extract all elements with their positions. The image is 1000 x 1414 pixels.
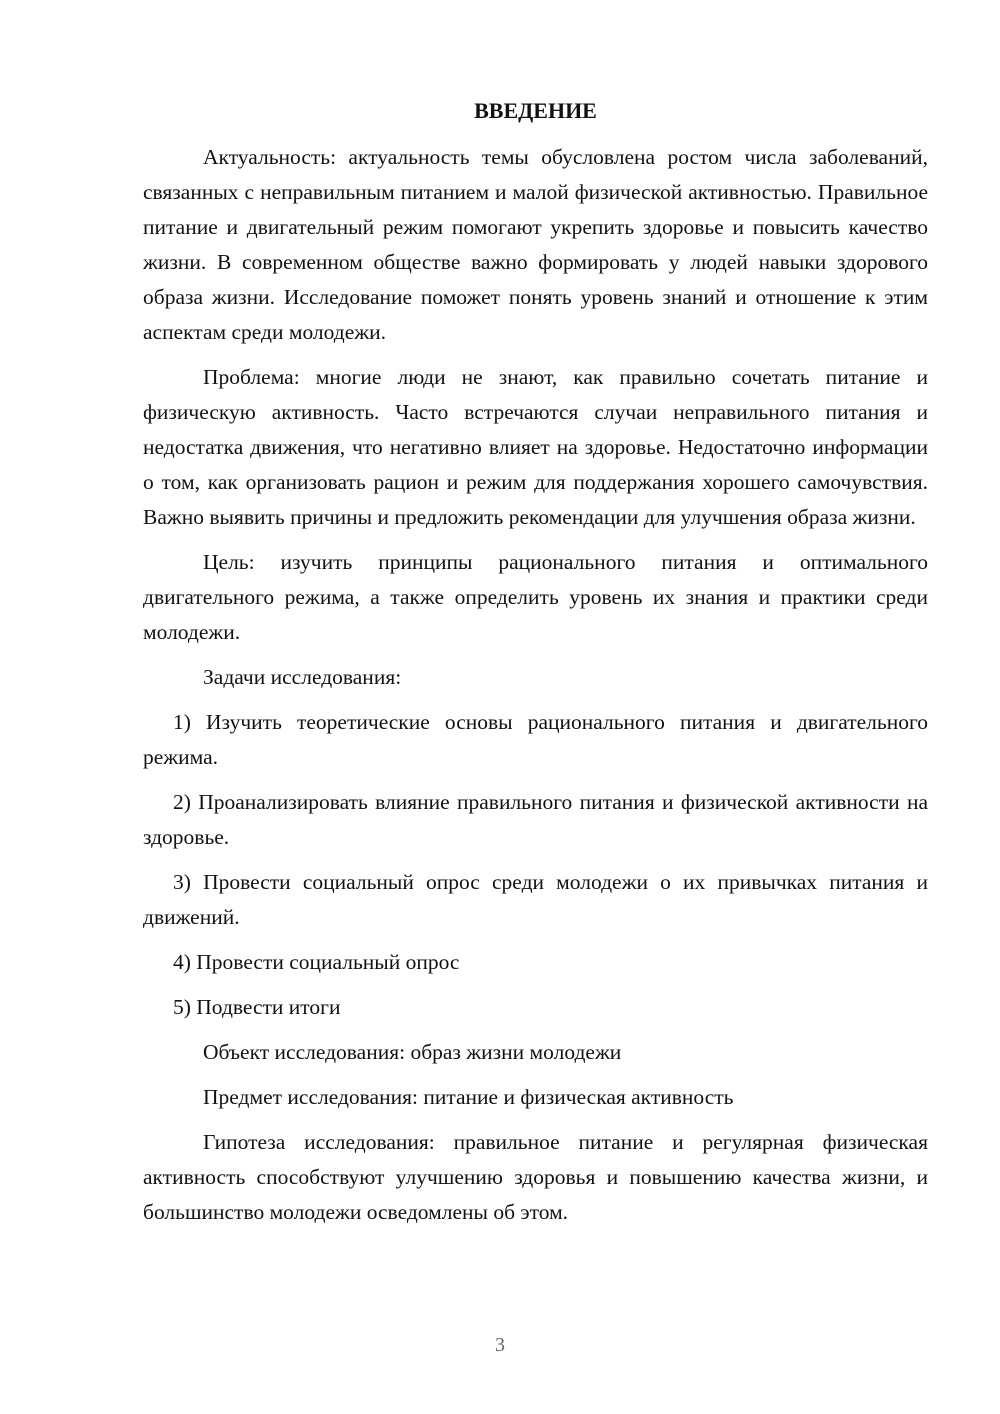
section-heading: ВВЕДЕНИЕ — [474, 98, 597, 123]
task-item-1: 1) Изучить теоретические основы рационального питания и двигательного режима. — [143, 710, 928, 769]
research-subject: Предмет исследования: питание и физическая активность — [203, 1085, 734, 1109]
task-item-2: 2) Проанализировать влияние правильного питания и физической активности на здоровье. — [143, 790, 928, 849]
task-item-3: 3) Провести социальный опрос среди молодежи о их привычках питания и движений. — [143, 870, 928, 929]
research-hypothesis: Гипотеза исследования: правильное питание и регулярная физическая активность способствуют улучшению здоровья и повышению качества жизни, и большинство молодежи осведомлены об этом. — [143, 1130, 928, 1224]
tasks-heading: Задачи исследования: — [203, 665, 402, 689]
relevance-paragraph: Актуальность: актуальность темы обусловлена ростом числа заболеваний, связанных с неправильным питанием и малой физической активностью. Правильное питание и двигательный режим помогают укрепить здоровье и повысить качество жизни. В современном обществе важно формировать у людей навыки здорового образа жизни. Исследование поможет понять уровень знаний и отношение к этим аспектам среди молодежи. — [143, 145, 928, 344]
page-number: 3 — [495, 1334, 505, 1356]
task-item-4: 4) Провести социальный опрос — [173, 950, 460, 974]
problem-paragraph: Проблема: многие люди не знают, как правильно сочетать питание и физическую активность. Часто встречаются случаи неправильного питания и недостатка движения, что негативно влияет на здоровье. Недостаточно информации о том, как организовать рацион и режим для поддержания хорошего самочувствия. Важно выявить причины и предложить рекомендации для улучшения образа жизни. — [143, 365, 928, 529]
goal-paragraph: Цель: изучить принципы рационального питания и оптимального двигательного режима, а также определить уровень их знания и практики среди молодежи. — [143, 550, 928, 644]
document-page — [143, 94, 928, 1240]
research-object: Объект исследования: образ жизни молодежи — [203, 1040, 622, 1064]
task-item-5: 5) Подвести итоги — [173, 995, 341, 1019]
